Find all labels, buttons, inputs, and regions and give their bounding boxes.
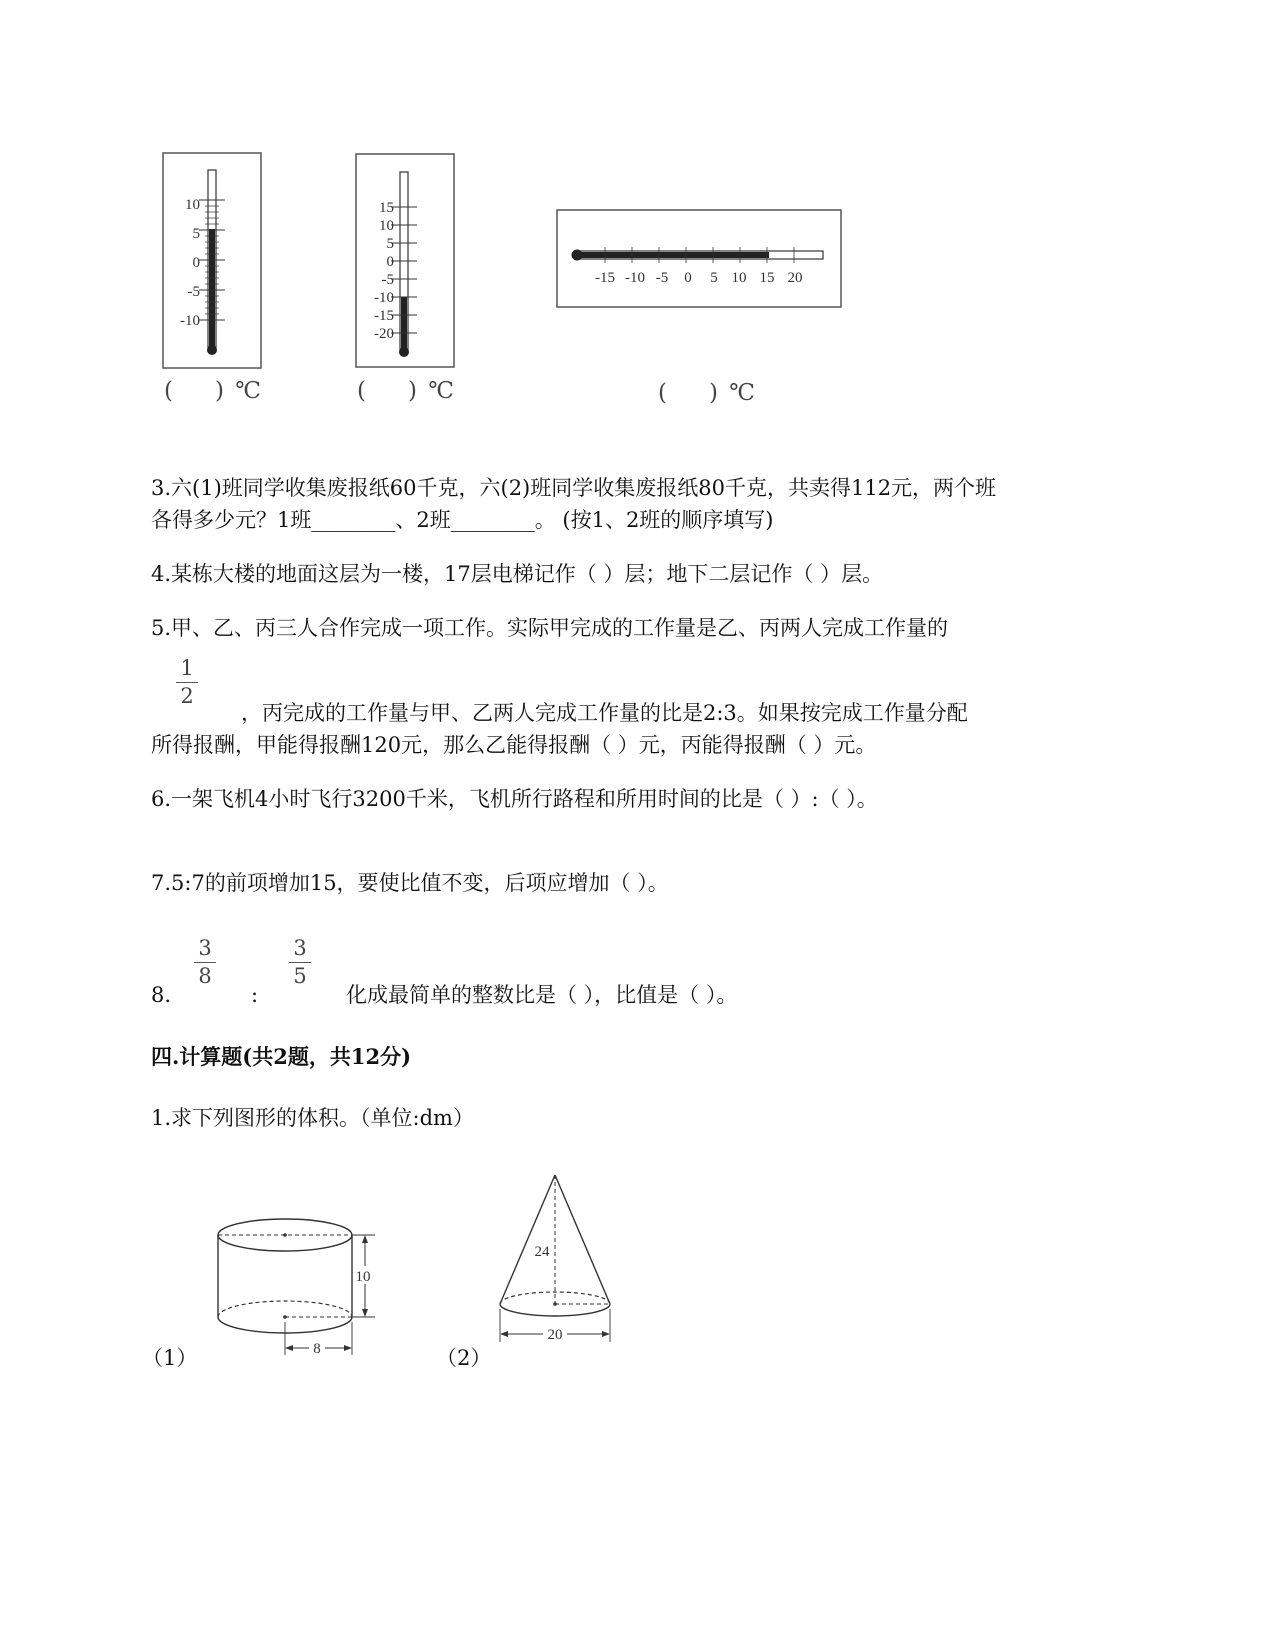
question-6: 6.一架飞机4小时飞行3200千米，飞机所行路程和所用时间的比是（ ）:（ ）。 bbox=[151, 787, 878, 811]
thermo3-tick-label: 0 bbox=[684, 270, 692, 286]
thermometer-2-figure bbox=[354, 152, 458, 370]
question-3-line-2: 各得多少元？1班________、2班________。 (按1、2班的顺序填写) bbox=[151, 508, 774, 532]
thermo2-tick-label: 15 bbox=[379, 200, 394, 216]
cylinder-radius-label: 8 bbox=[313, 1341, 321, 1357]
fraction-denominator: 8 bbox=[198, 964, 212, 988]
thermo1-tick-label: -5 bbox=[187, 284, 200, 300]
thermometer-2-caption bbox=[357, 378, 456, 404]
caption-open: ( bbox=[164, 378, 175, 404]
thermo3-tick-label: -15 bbox=[595, 270, 615, 286]
question-8-prefix: 8. bbox=[151, 983, 172, 1007]
thermo3-tick-label: -5 bbox=[655, 270, 669, 286]
question-3-line-1: 3.六(1)班同学收集废报纸60千克，六(2)班同学收集废报纸80千克，共卖得112元，两个班 bbox=[151, 476, 997, 500]
caption-open: ( bbox=[357, 378, 368, 404]
fraction-denominator: 5 bbox=[293, 964, 307, 988]
cone-figure bbox=[495, 1170, 620, 1350]
thermo1-tick-label: -10 bbox=[180, 313, 200, 329]
thermo1-tick-label: 0 bbox=[192, 255, 200, 271]
thermo2-tick-label: 0 bbox=[386, 254, 394, 270]
question-8-fraction-1 bbox=[190, 936, 220, 988]
thermometer-3-caption bbox=[658, 380, 757, 406]
caption-close: ) ℃ bbox=[407, 378, 456, 404]
cone-diameter-label: 20 bbox=[547, 1327, 563, 1343]
thermo3-tick-label: 15 bbox=[759, 270, 775, 286]
thermo1-tick-label: 5 bbox=[192, 226, 200, 242]
figure-2-label: （2） bbox=[436, 1346, 492, 1370]
thermo3-tick-label: -10 bbox=[625, 270, 645, 286]
question-8-colon: : bbox=[251, 983, 259, 1007]
question-7: 7.5:7的前项增加15，要使比值不变，后项应增加（ ）。 bbox=[151, 871, 669, 895]
thermo2-tick-label: 10 bbox=[379, 218, 394, 234]
cone-height-label: 24 bbox=[534, 1244, 550, 1260]
cylinder-figure bbox=[210, 1210, 390, 1365]
figure-1-label: （1） bbox=[142, 1346, 198, 1370]
section-4-question-1: 1.求下列图形的体积。（单位:dm） bbox=[151, 1106, 474, 1130]
caption-close: ) ℃ bbox=[214, 378, 263, 404]
question-5-line-1: 5.甲、乙、丙三人合作完成一项工作。实际甲完成的工作量是乙、丙两人完成工作量的 bbox=[151, 616, 949, 640]
thermo3-tick-label: 10 bbox=[731, 270, 747, 286]
cylinder-height-label: 10 bbox=[355, 1269, 371, 1285]
question-5-line-2: ，丙完成的工作量与甲、乙两人完成工作量的比是2:3。如果按完成工作量分配 bbox=[241, 701, 968, 725]
fraction-numerator: 3 bbox=[293, 936, 307, 960]
fraction-denominator: 2 bbox=[180, 684, 194, 708]
thermo2-tick-label: 5 bbox=[386, 236, 394, 252]
question-4: 4.某栋大楼的地面这层为一楼，17层电梯记作（ ）层；地下二层记作（ ）层。 bbox=[151, 562, 884, 586]
caption-open: ( bbox=[658, 380, 669, 406]
thermometer-3-figure bbox=[555, 208, 845, 310]
section-4-heading: 四.计算题(共2题，共12分) bbox=[151, 1044, 412, 1069]
fraction-numerator: 3 bbox=[198, 936, 212, 960]
thermometer-1-caption bbox=[164, 378, 263, 404]
question-8-text: 化成最简单的整数比是（ ），比值是（ ）。 bbox=[346, 983, 738, 1007]
thermo2-tick-label: -20 bbox=[374, 326, 394, 342]
question-5-line-3: 所得报酬，甲能得报酬120元，那么乙能得报酬（ ）元，丙能得报酬（ ）元。 bbox=[151, 733, 877, 757]
thermo1-tick-label: 10 bbox=[185, 197, 200, 213]
thermo3-tick-label: 20 bbox=[787, 270, 803, 286]
thermo2-tick-label: -5 bbox=[381, 272, 394, 288]
thermo2-tick-label: -10 bbox=[374, 290, 394, 306]
thermo3-tick-label: 5 bbox=[710, 270, 718, 286]
question-5-fraction bbox=[172, 656, 202, 708]
caption-close: ) ℃ bbox=[708, 380, 757, 406]
thermometer-1-figure bbox=[160, 150, 270, 370]
thermo2-tick-label: -15 bbox=[374, 308, 394, 324]
fraction-numerator: 1 bbox=[180, 656, 194, 680]
question-8-fraction-2 bbox=[285, 936, 315, 988]
